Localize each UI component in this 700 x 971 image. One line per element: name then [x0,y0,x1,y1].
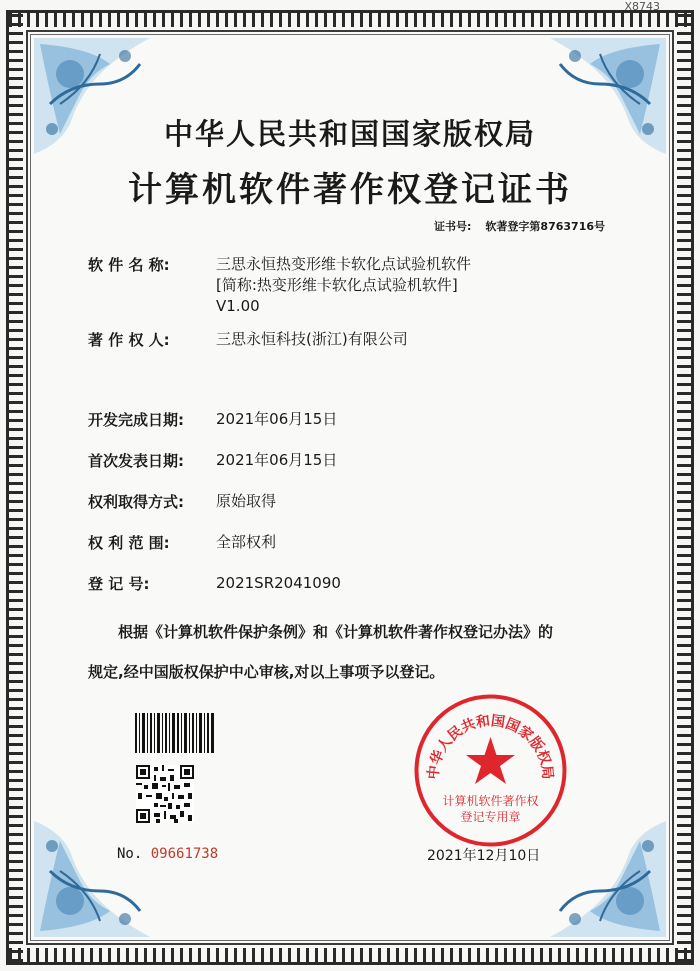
seal-outer-text: 中华人民共和国国家版权局 [425,713,556,781]
owner-row [88,329,408,350]
corner-ornament-icon [530,34,670,174]
statement-line-2: 规定,经中国版权保护中心审核,对以上事项予以登记。 [88,663,445,681]
official-seal-icon [413,693,568,848]
pub-date-row [88,450,337,471]
scope-value: 全部权利 [216,533,277,551]
corner-ornament-icon [30,34,170,174]
certificate-serial [117,846,218,862]
dev-date-row [88,409,337,430]
pub-date-label: 首次发表日期: [88,452,184,470]
serial-number: 09661738 [150,846,219,862]
certificate-number [434,218,605,234]
statement-paragraph [88,612,648,692]
software-name-label: 软 件 名 称: [88,256,170,274]
seal-inner-line-1: 计算机软件著作权 [442,794,539,808]
certificate-title: 计算机软件著作权登记证书 [128,170,572,210]
software-name-line: 三思永恒热变形维卡软化点试验机软件 [216,255,472,273]
acquire-label: 权利取得方式: [88,493,184,511]
scope-row [88,532,276,553]
acquire-value: 原始取得 [216,492,277,510]
serial-prefix: No. [117,846,143,862]
scope-label: 权 利 范 围: [88,534,170,552]
software-short-name-line: [简称:热变形维卡软化点试验机软件] [216,276,458,294]
dev-date-value: 2021年06月15日 [216,410,338,428]
registration-row [88,573,341,594]
registration-label: 登 记 号: [88,575,150,593]
statement-line-1: 根据《计算机软件保护条例》和《计算机软件著作权登记办法》的 [118,623,554,641]
software-version-line: V1.00 [216,297,260,315]
acquire-row [88,491,276,512]
owner-value: 三思永恒科技(浙江)有限公司 [216,330,408,348]
handwritten-stamp-number: X8743 [624,0,660,13]
software-name-value [216,254,471,317]
registration-number: 2021SR2041090 [216,574,341,592]
barcode-icon [135,713,215,753]
seal-star-icon [466,737,515,784]
owner-label: 著 作 权 人: [88,331,170,349]
dev-date-label: 开发完成日期: [88,411,184,429]
issuing-authority: 中华人民共和国国家版权局 [163,117,536,151]
certificate-number-value: 软著登字第8763716号 [485,220,605,233]
qr-code-icon [136,765,194,823]
issue-date: 2021年12月10日 [427,848,541,864]
seal-inner-line-2: 登记专用章 [460,810,521,824]
pub-date-value: 2021年06月15日 [216,451,338,469]
certificate-number-label: 证书号: [434,220,472,233]
software-name-row [88,254,471,317]
